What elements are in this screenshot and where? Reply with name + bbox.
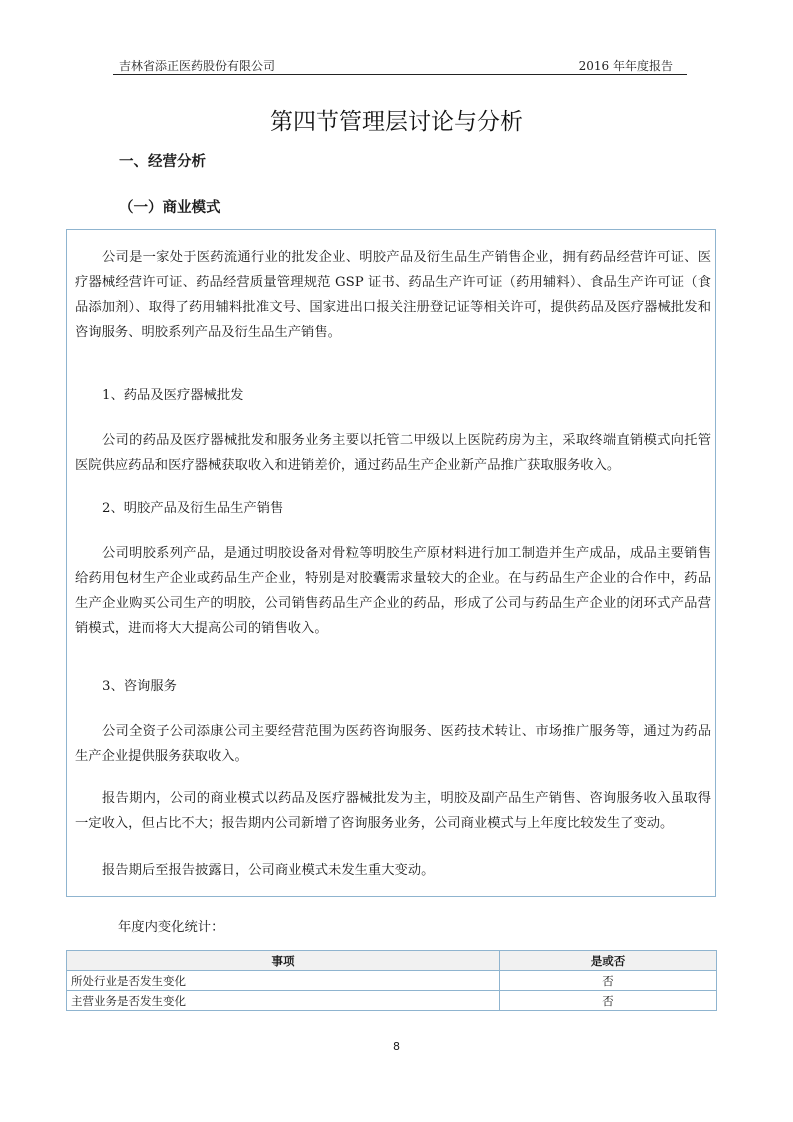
page-title: 第四节管理层讨论与分析 — [270, 109, 523, 135]
paragraph: 公司的药品及医疗器械批发和服务业务主要以托管二甲级以上医院药房为主，采取终端直销模式向托管医院供应药品和医疗器械获取收入和进销差价，通过药品生产企业新产品推广获取服务收入。 — [75, 433, 711, 473]
table-header-row — [67, 951, 717, 971]
page-number: 8 — [393, 1040, 400, 1053]
paragraph: 公司明胶系列产品，是通过明胶设备对骨粒等明胶生产原材料进行加工制造并生产成品，成品主要销售给药用包材生产企业或药品生产企业，特别是对胶囊需求量较大的企业。在与药品生产企业的合作中，药品生产企业购买公司生产的明胶，公司销售药品生产企业的药品，形成了公司与药品生产企业的闭环式产品营销模式，进而将大大提高公司的销售收入。 — [75, 546, 711, 636]
page-header — [113, 54, 687, 75]
item-heading: 1、药品及医疗器械批发 — [102, 388, 244, 403]
table-cell: 所处行业是否发生变化 — [67, 971, 500, 991]
item-heading: 3、咨询服务 — [102, 679, 177, 694]
paragraph: 报告期后至报告披露日，公司商业模式未发生重大变动。 — [102, 863, 435, 878]
change-stats-table — [66, 950, 717, 1011]
subsection-heading: （一）商业模式 — [119, 200, 221, 216]
section-heading: 一、经营分析 — [119, 154, 206, 170]
company-name: 吉林省添正医药股份有限公司 — [119, 59, 276, 73]
table-row — [67, 971, 717, 991]
paragraph: 报告期内，公司的商业模式以药品及医疗器械批发为主，明胶及副产品生产销售、咨询服务收入虽取得一定收入，但占比不大；报告期内公司新增了咨询服务业务，公司商业模式与上年度比较发生了变动。 — [75, 791, 711, 831]
table-cell: 主营业务是否发生变化 — [67, 991, 500, 1011]
paragraph: 公司全资子公司添康公司主要经营范围为医药咨询服务、医药技术转让、市场推广服务等，通过为药品生产企业提供服务获取收入。 — [75, 724, 711, 764]
paragraph: 公司是一家处于医药流通行业的批发企业、明胶产品及衍生品生产销售企业，拥有药品经营许可证、医疗器械经营许可证、药品经营质量管理规范 GSP 证书、药品生产许可证（药用辅料）、食品生产许可证（食品添加剂）、取得了药用辅料批准文号、国家进出口报关注册登记证等相关许可，提供药品及医疗器械批发和咨询服务、明胶系列产品及衍生品生产销售。 — [75, 250, 711, 340]
item-heading: 2、明胶产品及衍生品生产销售 — [102, 501, 284, 516]
table-cell: 否 — [500, 971, 717, 991]
table-row — [67, 991, 717, 1011]
column-header: 是或否 — [500, 951, 717, 971]
table-cell: 否 — [500, 991, 717, 1011]
column-header: 事项 — [67, 951, 500, 971]
report-name: 2016 年年度报告 — [578, 59, 673, 73]
stat-label: 年度内变化统计： — [118, 920, 225, 935]
